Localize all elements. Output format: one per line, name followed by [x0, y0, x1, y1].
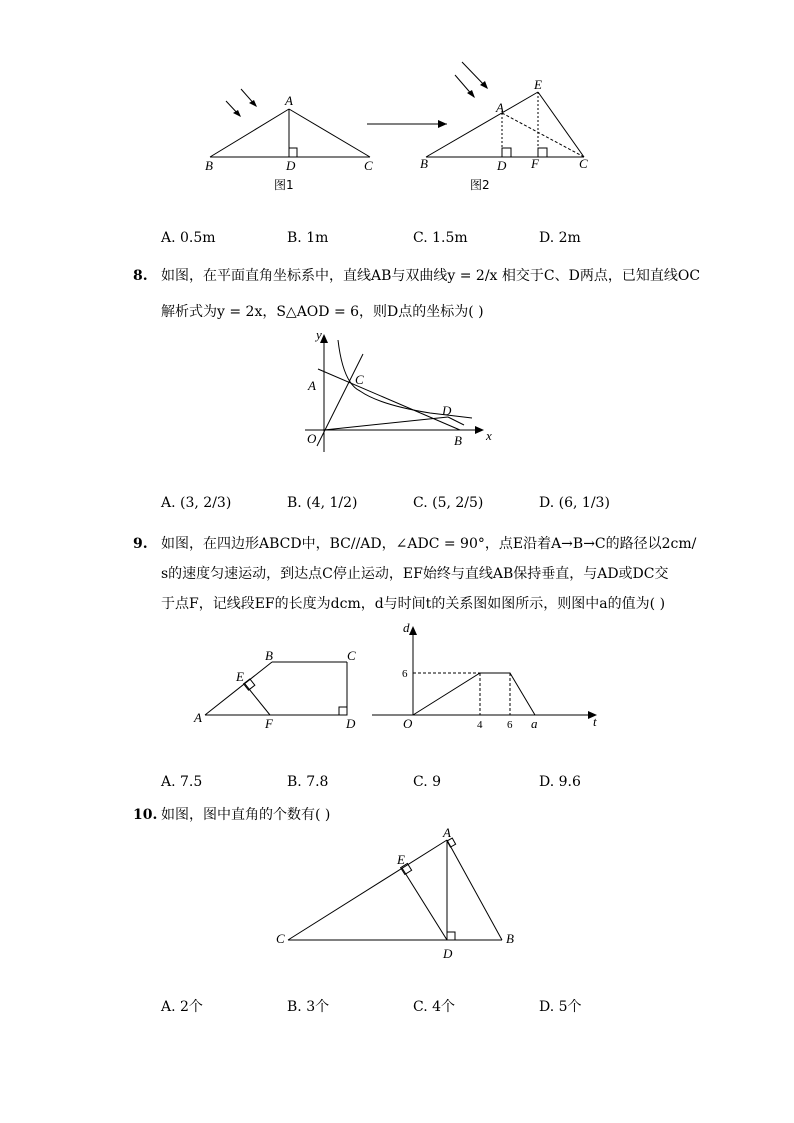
- q8-option-b-letter: B.: [287, 495, 302, 511]
- q7-fig2-label-a: A: [496, 100, 504, 115]
- q7-fig1-label-a: A: [285, 93, 293, 108]
- q7-option-b-text: 1m: [306, 230, 329, 246]
- q9-label-a: A: [194, 710, 202, 725]
- q7-option-d-text: 2m: [558, 230, 581, 246]
- q9-label-e: E: [236, 669, 244, 684]
- q9-label-t-axis: t: [593, 714, 597, 729]
- q8-number: 8.: [133, 268, 148, 284]
- q10-option-d[interactable]: [539, 996, 582, 1016]
- q10-option-d-letter: D.: [539, 999, 555, 1015]
- q10-option-b[interactable]: [287, 996, 329, 1016]
- q10-label-c: C: [276, 931, 285, 946]
- q8-label-b: B: [454, 433, 462, 448]
- q9-tick-x6: 6: [507, 719, 513, 731]
- q10-stem-line1: 如图，图中直角的个数有( ): [161, 807, 331, 823]
- q7-fig2-label-f: F: [531, 156, 539, 171]
- q7-fig2-caption: 图2: [470, 178, 490, 192]
- q9-label-f: F: [265, 716, 273, 731]
- q8-option-a-letter: A.: [161, 495, 176, 511]
- q10-option-c[interactable]: [413, 996, 455, 1016]
- q7-option-b-letter: B.: [287, 230, 302, 246]
- q9-tick-y6: 6: [402, 668, 408, 680]
- q10-option-c-letter: C.: [413, 999, 428, 1015]
- q9-option-c-text: 9: [432, 774, 442, 790]
- q10-option-a-letter: A.: [161, 999, 176, 1015]
- q9-option-d-text: 9.6: [558, 774, 581, 790]
- q7-option-a-text: 0.5m: [180, 230, 216, 246]
- q10-label-e: E: [397, 852, 405, 867]
- q10-label-b: B: [506, 931, 514, 946]
- q9-stem-line1: 如图，在四边形ABCD中，BC//AD，∠ADC = 90°，点E沿着A→B→C的路径以2cm/: [161, 536, 697, 552]
- q10-option-b-letter: B.: [287, 999, 302, 1015]
- q9-label-c: C: [347, 648, 356, 663]
- q9-option-b-letter: B.: [287, 774, 302, 790]
- q7-fig2-label-d: D: [497, 158, 507, 173]
- q8-option-d-text: (6, 1/3): [558, 495, 610, 511]
- q7-fig1-label-b: B: [205, 158, 213, 173]
- q7-option-d-letter: D.: [539, 230, 555, 246]
- q7-fig2-label-e: E: [534, 77, 542, 92]
- q7-fig2-label-b: B: [420, 156, 428, 171]
- q8-label-c: C: [355, 372, 364, 387]
- q10-number: 10.: [133, 807, 158, 823]
- q10-option-b-text: 3个: [306, 999, 330, 1015]
- q9-label-b: B: [265, 648, 273, 663]
- q9-option-b-text: 7.8: [306, 774, 329, 790]
- q7-fig1-caption: 图1: [274, 178, 294, 192]
- q8-option-c-letter: C.: [413, 495, 428, 511]
- q7-fig1-label-c: C: [364, 158, 373, 173]
- q10-option-a[interactable]: [161, 996, 203, 1016]
- q10-option-a-text: 2个: [180, 999, 203, 1015]
- q10-label-a: A: [443, 825, 451, 840]
- q8-label-y: y: [316, 327, 322, 342]
- q8-stem-line1: 如图，在平面直角坐标系中，直线AB与双曲线y = 2/x 相交于C、D两点，已知直线OC: [161, 268, 701, 284]
- q9-label-d-axis: d: [403, 620, 410, 635]
- q10-option-d-text: 5个: [558, 999, 582, 1015]
- q9-option-c-letter: C.: [413, 774, 428, 790]
- q8-label-o: O: [307, 431, 317, 446]
- q9-tick-x4: 4: [477, 719, 483, 731]
- q7-option-c-letter: C.: [413, 230, 428, 246]
- q9-label-o: O: [403, 716, 413, 731]
- q8-label-d: D: [442, 403, 452, 418]
- q10-label-d: D: [443, 946, 453, 961]
- q9-option-a-text: 7.5: [180, 774, 203, 790]
- q7-fig1-label-d: D: [286, 158, 296, 173]
- q8-label-x: x: [486, 428, 492, 443]
- q9-option-d-letter: D.: [539, 774, 555, 790]
- q8-option-d-letter: D.: [539, 495, 555, 511]
- q7-fig2-label-c: C: [579, 156, 588, 171]
- q8-option-c-text: (5, 2/5): [432, 495, 484, 511]
- q9-option-a-letter: A.: [161, 774, 176, 790]
- q9-label-a-value: a: [531, 716, 538, 731]
- q9-number: 9.: [133, 536, 148, 552]
- q9-stem-line2: s的速度匀速运动，到达点C停止运动，EF始终与直线AB保持垂直，与AD或DC交: [161, 566, 669, 582]
- q7-option-a-letter: A.: [161, 230, 176, 246]
- q8-label-a: A: [308, 378, 316, 393]
- q10-option-c-text: 4个: [432, 999, 456, 1015]
- q9-label-d: D: [346, 716, 356, 731]
- q8-stem-line2: 解析式为y = 2x，S△AOD = 6，则D点的坐标为( ): [161, 304, 484, 320]
- q9-stem-line3: 于点F，记线段EF的长度为dcm，d与时间t的关系图如图所示，则图中a的值为( ): [161, 596, 666, 612]
- q8-option-a-text: (3, 2/3): [180, 495, 232, 511]
- q8-option-b-text: (4, 1/2): [306, 495, 358, 511]
- q7-option-c-text: 1.5m: [432, 230, 468, 246]
